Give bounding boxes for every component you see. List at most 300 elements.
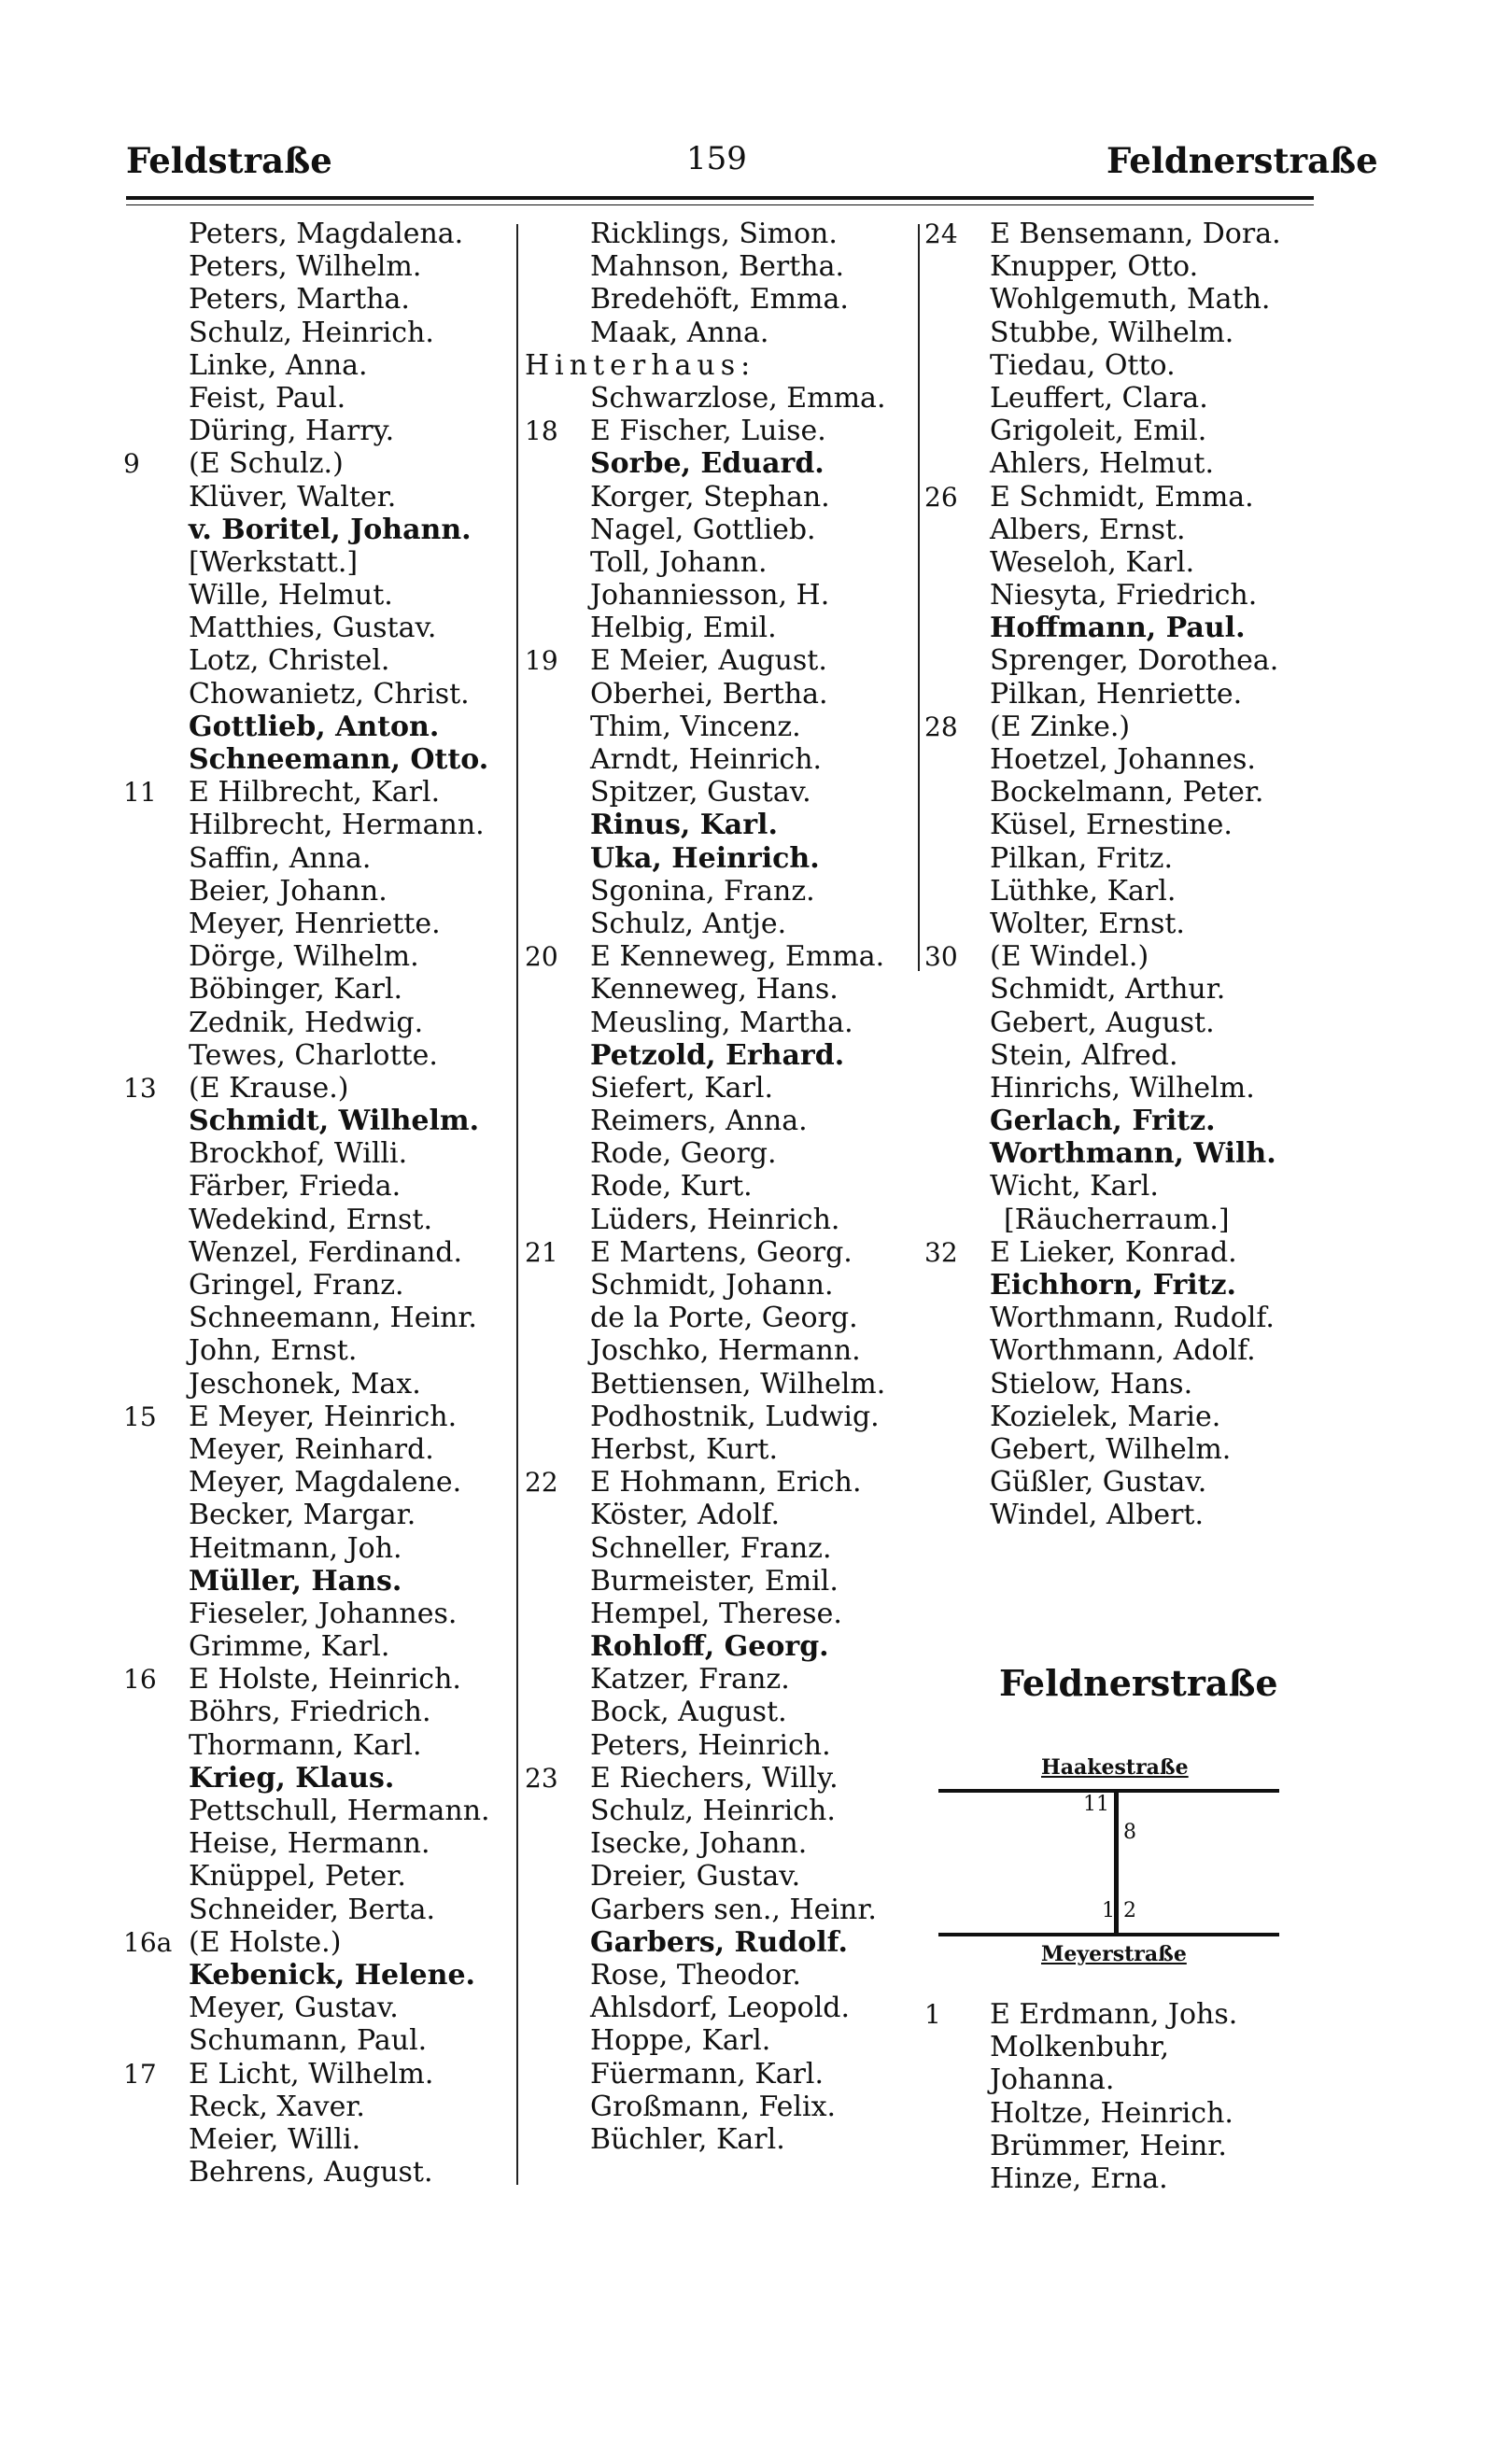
directory-entry <box>123 1368 515 1401</box>
directory-entry <box>123 1795 515 1827</box>
resident-name: Lüthke, Karl. <box>990 874 1177 908</box>
resident-name: Rode, Kurt. <box>590 1170 753 1204</box>
directory-entry <box>924 283 1317 316</box>
resident-name: Herbst, Kurt. <box>590 1432 778 1466</box>
resident-name: Molkenbuhr, <box>990 2031 1170 2064</box>
column-divider-1 <box>516 224 518 2185</box>
directory-entry <box>924 546 1317 579</box>
directory-entry <box>525 1105 917 1137</box>
directory-entry <box>924 218 1317 250</box>
resident-name: Pettschull, Hermann. <box>189 1795 490 1827</box>
directory-entry <box>924 349 1317 382</box>
house-number: 32 <box>924 1236 958 1268</box>
resident-name: Johanna. <box>990 2063 1115 2097</box>
resident-name: Wolter, Ernst. <box>990 907 1185 940</box>
resident-name: Windel, Albert. <box>990 1499 1204 1532</box>
directory-entry <box>123 2123 515 2156</box>
directory-entry <box>123 1334 515 1367</box>
directory-entry <box>123 612 515 644</box>
directory-entry <box>525 283 917 316</box>
directory-entry <box>924 317 1317 349</box>
directory-entry <box>123 678 515 711</box>
resident-name: Bredehöft, Emma. <box>590 283 849 317</box>
directory-entry <box>123 1696 515 1728</box>
directory-entry <box>123 1072 515 1105</box>
resident-name: E Holste, Heinrich. <box>189 1663 461 1697</box>
resident-name: Meyer, Henriette. <box>189 907 441 940</box>
house-number: 16a <box>123 1926 173 1958</box>
resident-name: Großmann, Felix. <box>590 2090 837 2123</box>
directory-entry <box>525 612 917 644</box>
directory-entry <box>525 1302 917 1334</box>
house-number: 11 <box>123 777 157 809</box>
resident-name: Johanniesson, H. <box>590 579 830 612</box>
directory-entry <box>924 1170 1317 1203</box>
directory-entry <box>123 908 515 940</box>
directory-entry <box>525 1269 917 1302</box>
resident-name: Ricklings, Simon. <box>590 218 838 250</box>
directory-entry <box>525 1959 917 1992</box>
house-number: 24 <box>924 218 958 249</box>
resident-name: Worthmann, Wilh. <box>990 1137 1276 1171</box>
resident-name: Leuffert, Clara. <box>990 381 1208 415</box>
directory-entry <box>123 415 515 447</box>
directory-entry <box>525 1072 917 1105</box>
resident-name: Brümmer, Heinr. <box>990 2129 1227 2162</box>
resident-name: E Hilbrecht, Karl. <box>189 776 441 810</box>
directory-entry <box>924 908 1317 940</box>
resident-name: Lotz, Christel. <box>189 644 390 678</box>
resident-name: (E Krause.) <box>189 1071 349 1105</box>
directory-entry <box>123 1499 515 1531</box>
directory-entry <box>123 317 515 349</box>
resident-name: Hoetzel, Johannes. <box>990 743 1256 776</box>
directory-entry <box>525 875 917 908</box>
resident-name: E Schmidt, Emma. <box>990 480 1254 514</box>
column-divider-2 <box>918 224 920 971</box>
resident-name: Linke, Anna. <box>189 348 368 382</box>
directory-entry <box>123 250 515 283</box>
resident-name: Meyer, Reinhard. <box>189 1432 434 1466</box>
resident-name: Maak, Anna. <box>590 316 769 349</box>
resident-name: Toll, Johann. <box>590 545 768 579</box>
directory-entry <box>525 1598 917 1630</box>
resident-name: Behrens, August. <box>189 2156 433 2189</box>
directory-entry <box>123 1236 515 1269</box>
directory-entry <box>123 644 515 677</box>
resident-name: Klüver, Walter. <box>189 480 397 514</box>
directory-entry <box>525 644 917 677</box>
resident-name: Hinterhaus: <box>525 348 756 382</box>
resident-name: Joschko, Hermann. <box>590 1334 861 1368</box>
directory-entry <box>123 1039 515 1072</box>
directory-entry <box>525 218 917 250</box>
directory-entry <box>525 1401 917 1433</box>
directory-entry <box>123 1762 515 1795</box>
resident-name: Albers, Ernst. <box>990 513 1186 546</box>
resident-name: Sgonina, Franz. <box>590 874 815 908</box>
directory-entry <box>123 842 515 875</box>
house-number: 13 <box>123 1072 157 1104</box>
resident-name: Düring, Harry. <box>189 415 395 448</box>
directory-entry <box>525 1762 917 1795</box>
directory-entry <box>123 2058 515 2091</box>
resident-name: Kozielek, Marie. <box>990 1400 1221 1433</box>
resident-name: John, Ernst. <box>189 1334 358 1368</box>
directory-entry <box>525 1466 917 1499</box>
resident-name: Matthies, Gustav. <box>189 612 437 645</box>
resident-name: (E Windel.) <box>990 940 1149 974</box>
resident-name: Worthmann, Adolf. <box>990 1334 1256 1368</box>
directory-entry <box>123 1204 515 1236</box>
directory-entry <box>123 776 515 809</box>
directory-entry <box>123 1565 515 1598</box>
resident-name: Ahlers, Helmut. <box>990 447 1215 481</box>
map-line-bottom <box>938 1933 1279 1936</box>
resident-name: Reck, Xaver. <box>189 2090 365 2123</box>
directory-entry <box>525 940 917 973</box>
resident-name: Büchler, Karl. <box>590 2122 785 2156</box>
resident-name: Korger, Stephan. <box>590 480 830 514</box>
directory-entry <box>924 579 1317 612</box>
directory-entry <box>924 940 1317 973</box>
header-rule-thick <box>126 196 1314 200</box>
directory-entry <box>123 1663 515 1696</box>
directory-entry <box>525 1926 917 1959</box>
resident-name: [Werkstatt.] <box>189 545 359 579</box>
directory-entry <box>525 2058 917 2091</box>
directory-entry <box>525 1827 917 1860</box>
resident-name: Thormann, Karl. <box>189 1728 422 1762</box>
resident-name: Meyer, Magdalene. <box>189 1466 462 1500</box>
resident-name: Hoffmann, Paul. <box>990 612 1246 645</box>
directory-entry <box>123 1532 515 1565</box>
directory-entry <box>525 908 917 940</box>
resident-name: Schneller, Franz. <box>590 1531 832 1565</box>
resident-name: Helbig, Emil. <box>590 612 777 645</box>
directory-entry <box>924 1302 1317 1334</box>
directory-entry <box>123 283 515 316</box>
directory-entry <box>525 711 917 743</box>
directory-entry <box>924 1433 1317 1466</box>
resident-name: (E Zinke.) <box>990 710 1131 743</box>
house-number: 17 <box>123 2058 157 2090</box>
directory-entry <box>924 1368 1317 1401</box>
resident-name: Rinus, Karl. <box>590 809 778 842</box>
house-number: 18 <box>525 415 558 447</box>
directory-entry <box>924 2130 1317 2162</box>
resident-name: Krieg, Klaus. <box>189 1761 395 1795</box>
resident-name: Färber, Frieda. <box>189 1170 402 1204</box>
directory-entry <box>123 809 515 841</box>
resident-name: v. Boritel, Johann. <box>189 513 472 546</box>
directory-entry <box>123 973 515 1006</box>
directory-entry <box>123 1860 515 1893</box>
resident-name: de la Porte, Georg. <box>590 1302 858 1335</box>
resident-name: Wohlgemuth, Math. <box>990 283 1271 317</box>
directory-entry <box>525 1137 917 1170</box>
resident-name: Stubbe, Wilhelm. <box>990 316 1234 349</box>
directory-entry <box>123 1926 515 1959</box>
directory-entry <box>525 809 917 841</box>
column-2 <box>525 218 917 2156</box>
directory-entry <box>525 1696 917 1728</box>
resident-name: Brockhof, Willi. <box>189 1137 408 1171</box>
directory-entry <box>525 579 917 612</box>
directory-entry <box>924 1072 1317 1105</box>
directory-entry <box>924 1334 1317 1367</box>
resident-name: Podhostnik, Ludwig. <box>590 1400 880 1433</box>
directory-entry <box>924 1401 1317 1433</box>
resident-name: Güßler, Gustav. <box>990 1466 1207 1500</box>
resident-name: Burmeister, Emil. <box>590 1564 839 1598</box>
directory-entry <box>123 1433 515 1466</box>
resident-name: Sorbe, Eduard. <box>590 447 825 481</box>
directory-entry <box>123 1137 515 1170</box>
resident-name: E Hohmann, Erich. <box>590 1466 862 1500</box>
resident-name: Hinze, Erna. <box>990 2161 1168 2195</box>
directory-entry <box>123 1269 515 1302</box>
directory-entry <box>123 481 515 514</box>
resident-name: Gebert, Wilhelm. <box>990 1432 1232 1466</box>
map-number-2: 2 <box>1123 1899 1136 1922</box>
resident-name: E Lieker, Konrad. <box>990 1235 1237 1269</box>
resident-name: Bettiensen, Wilhelm. <box>590 1367 886 1401</box>
resident-name: Pilkan, Henriette. <box>990 677 1243 711</box>
directory-entry <box>525 1795 917 1827</box>
resident-name: Schwarzlose, Emma. <box>590 381 886 415</box>
directory-entry <box>123 2091 515 2123</box>
map-number-1: 1 <box>1102 1899 1115 1922</box>
directory-entry <box>525 842 917 875</box>
directory-entry <box>525 447 917 480</box>
directory-entry <box>123 447 515 480</box>
resident-name: Wille, Helmut. <box>189 579 393 612</box>
house-number: 28 <box>924 711 958 742</box>
resident-name: Kenneweg, Hans. <box>590 973 839 1007</box>
resident-name: Uka, Heinrich. <box>590 841 820 875</box>
resident-name: Hempel, Therese. <box>590 1597 842 1630</box>
resident-name: Gerlach, Fritz. <box>990 1105 1216 1138</box>
header-street-left: Feldstraße <box>126 140 332 181</box>
resident-name: E Licht, Wilhelm. <box>189 2057 434 2091</box>
resident-name: Bockelmann, Peter. <box>990 776 1264 810</box>
resident-name: Stielow, Hans. <box>990 1367 1193 1401</box>
directory-entry <box>924 644 1317 677</box>
directory-entry <box>924 842 1317 875</box>
directory-entry <box>123 875 515 908</box>
directory-entry <box>924 2097 1317 2130</box>
directory-entry <box>525 1433 917 1466</box>
directory-entry <box>123 1401 515 1433</box>
resident-name: E Bensemann, Dora. <box>990 218 1281 250</box>
house-number: 15 <box>123 1401 157 1432</box>
resident-name: Arndt, Heinrich. <box>590 743 823 776</box>
resident-name: Meier, Willi. <box>189 2122 361 2156</box>
directory-entry <box>525 1565 917 1598</box>
house-number: 16 <box>123 1664 157 1696</box>
resident-name: Müller, Hans. <box>189 1564 402 1598</box>
directory-entry <box>525 743 917 776</box>
directory-entry <box>924 1236 1317 1269</box>
directory-entry <box>525 1729 917 1762</box>
directory-entry <box>924 1105 1317 1137</box>
directory-entry <box>525 1532 917 1565</box>
resident-name: Nagel, Gottlieb. <box>590 513 816 546</box>
resident-name: Schulz, Heinrich. <box>590 1795 836 1827</box>
directory-entry <box>924 1204 1317 1236</box>
house-number: 22 <box>525 1467 558 1499</box>
directory-entry <box>924 1269 1317 1302</box>
directory-entry <box>924 776 1317 809</box>
directory-entry <box>525 481 917 514</box>
resident-name: Beier, Johann. <box>189 874 388 908</box>
resident-name: Katzer, Franz. <box>590 1663 790 1697</box>
resident-name: Dörge, Wilhelm. <box>189 940 419 974</box>
directory-entry <box>525 514 917 546</box>
resident-name: Sprenger, Dorothea. <box>990 644 1279 678</box>
resident-name: Oberhei, Bertha. <box>590 677 828 711</box>
resident-name: Knüppel, Peter. <box>189 1860 406 1894</box>
resident-name: Feist, Paul. <box>189 381 346 415</box>
house-number: 1 <box>924 1999 941 2030</box>
directory-entry <box>123 546 515 579</box>
directory-entry <box>924 2162 1317 2195</box>
resident-name: Thim, Vincenz. <box>590 710 801 743</box>
resident-name: Zednik, Hedwig. <box>189 1006 424 1039</box>
directory-entry <box>123 1729 515 1762</box>
directory-entry <box>123 1959 515 1992</box>
house-number: 19 <box>525 645 558 677</box>
section-entries <box>924 1998 1317 2195</box>
directory-entry <box>123 1302 515 1334</box>
house-number: 23 <box>525 1762 558 1794</box>
directory-entry <box>525 1039 917 1072</box>
resident-name: Meyer, Gustav. <box>189 1992 399 2025</box>
directory-entry <box>924 875 1317 908</box>
resident-name: Siefert, Karl. <box>590 1071 773 1105</box>
resident-name: Meusling, Martha. <box>590 1006 853 1039</box>
resident-name: Tiedau, Otto. <box>990 348 1176 382</box>
directory-entry <box>924 481 1317 514</box>
resident-name: Worthmann, Rudolf. <box>990 1302 1275 1335</box>
directory-entry <box>924 1137 1317 1170</box>
resident-name: Hoppe, Karl. <box>590 2024 771 2058</box>
directory-entry <box>525 973 917 1006</box>
directory-entry <box>525 2024 917 2057</box>
map-number-8: 8 <box>1123 1821 1136 1844</box>
directory-entry <box>525 382 917 415</box>
resident-name: Peters, Wilhelm. <box>189 250 422 284</box>
resident-name: Gringel, Franz. <box>189 1269 404 1302</box>
resident-name: Dreier, Gustav. <box>590 1860 801 1894</box>
directory-entry <box>924 382 1317 415</box>
directory-entry <box>525 678 917 711</box>
directory-entry <box>123 382 515 415</box>
resident-name: Rose, Theodor. <box>590 1958 801 1992</box>
resident-name: Gebert, August. <box>990 1006 1215 1039</box>
directory-entry <box>525 349 917 382</box>
resident-name: Niesyta, Friedrich. <box>990 579 1258 612</box>
resident-name: Böbinger, Karl. <box>189 973 403 1007</box>
resident-name: Weseloh, Karl. <box>990 545 1195 579</box>
resident-name: Gottlieb, Anton. <box>189 710 440 743</box>
resident-name: Rode, Georg. <box>590 1137 777 1171</box>
resident-name: Schmidt, Johann. <box>590 1269 834 1302</box>
resident-name: Schmidt, Arthur. <box>990 973 1226 1007</box>
directory-entry <box>924 1499 1317 1531</box>
resident-name: Heise, Hermann. <box>189 1827 430 1861</box>
resident-name: Wenzel, Ferdinand. <box>189 1235 463 1269</box>
resident-name: Pilkan, Fritz. <box>990 841 1173 875</box>
resident-name: Grigoleit, Emil. <box>990 415 1207 448</box>
directory-entry <box>924 711 1317 743</box>
directory-entry <box>525 250 917 283</box>
resident-name: Schulz, Heinrich. <box>189 316 434 349</box>
resident-name: Fieseler, Johannes. <box>189 1597 458 1630</box>
resident-name: E Martens, Georg. <box>590 1235 853 1269</box>
resident-name: (E Holste.) <box>189 1925 342 1959</box>
directory-entry <box>525 2091 917 2123</box>
resident-name: Lüders, Heinrich. <box>590 1203 840 1236</box>
directory-entry <box>525 546 917 579</box>
resident-name: E Riechers, Willy. <box>590 1761 839 1795</box>
resident-name: Heitmann, Joh. <box>189 1531 402 1565</box>
resident-name: Schmidt, Wilhelm. <box>189 1105 480 1138</box>
map-street-top: Haakestraße <box>1041 1755 1189 1780</box>
resident-name: Stein, Alfred. <box>990 1038 1178 1072</box>
resident-name: Bock, August. <box>590 1696 787 1729</box>
resident-name: Chowanietz, Christ. <box>189 677 470 711</box>
directory-entry <box>123 2156 515 2189</box>
map-street-bottom: Meyerstraße <box>1041 1942 1187 1966</box>
directory-entry <box>123 1630 515 1663</box>
house-number: 26 <box>924 481 958 513</box>
resident-name: Spitzer, Gustav. <box>590 776 811 810</box>
resident-name: Füermann, Karl. <box>590 2057 825 2091</box>
resident-name: Eichhorn, Fritz. <box>990 1269 1236 1302</box>
directory-entry <box>525 317 917 349</box>
resident-name: Mahnson, Bertha. <box>590 250 845 284</box>
resident-name: Schulz, Antje. <box>590 907 787 940</box>
resident-name: Petzold, Erhard. <box>590 1038 845 1072</box>
directory-entry <box>123 940 515 973</box>
directory-entry <box>525 1663 917 1696</box>
directory-entry <box>123 218 515 250</box>
directory-entry <box>924 612 1317 644</box>
section-title: Feldnerstraße <box>999 1662 1278 1704</box>
resident-name: Wicht, Karl. <box>990 1170 1159 1204</box>
resident-name: Tewes, Charlotte. <box>189 1038 438 1072</box>
resident-name: Becker, Margar. <box>189 1499 416 1532</box>
directory-entry <box>123 579 515 612</box>
header-street-right: Feldnerstraße <box>1106 140 1378 181</box>
directory-entry <box>123 349 515 382</box>
resident-name: [Räucherraum.] <box>1004 1203 1230 1236</box>
directory-entry <box>525 2123 917 2156</box>
directory-entry <box>525 1630 917 1663</box>
directory-entry <box>123 1466 515 1499</box>
resident-name: Peters, Magdalena. <box>189 218 464 250</box>
directory-entry <box>525 1204 917 1236</box>
directory-entry <box>924 415 1317 447</box>
directory-entry <box>123 1598 515 1630</box>
resident-name: Rohloff, Georg. <box>590 1630 829 1664</box>
resident-name: (E Schulz.) <box>189 447 344 481</box>
resident-name: E Meier, August. <box>590 644 827 678</box>
resident-name: Peters, Heinrich. <box>590 1728 831 1762</box>
directory-entry <box>924 1466 1317 1499</box>
